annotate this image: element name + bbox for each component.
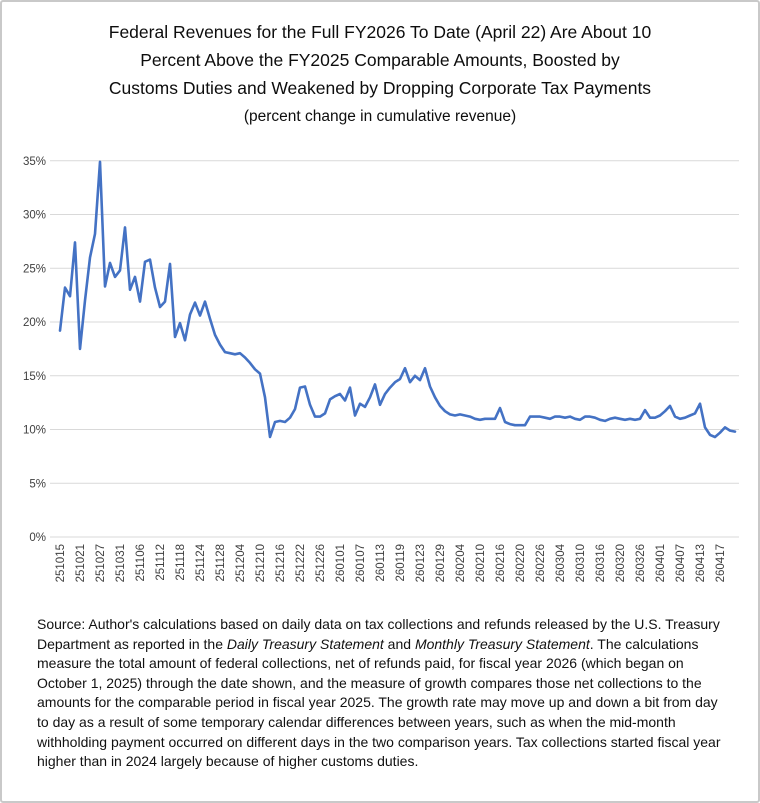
x-tick-label: 260417 <box>715 544 727 583</box>
x-tick-label: 260407 <box>675 544 687 583</box>
x-tick-label: 260226 <box>535 544 547 583</box>
x-tick-label: 251128 <box>215 544 227 582</box>
y-tick-label: 5% <box>29 478 46 491</box>
chart-title-line: Federal Revenues for the Full FY2026 To Date (April 22) Are About 10 <box>108 22 652 42</box>
y-tick-label: 15% <box>22 370 46 383</box>
x-tick-label: 260216 <box>495 544 507 583</box>
chart-title <box>42 18 718 102</box>
y-tick-label: 0% <box>29 532 46 544</box>
chart-title-line: Percent Above the FY2025 Comparable Amounts, Boosted by <box>140 50 620 70</box>
x-tick-label: 260316 <box>595 544 607 583</box>
source-text-segment: and <box>383 635 415 652</box>
x-tick-label: 251204 <box>235 544 247 583</box>
x-tick-label: 260101 <box>335 544 347 583</box>
x-tick-label: 251210 <box>255 544 267 583</box>
x-tick-label: 260401 <box>655 544 667 583</box>
y-tick-label: 20% <box>22 317 46 329</box>
x-tick-label: 251106 <box>135 544 147 582</box>
x-tick-label: 260210 <box>475 544 487 583</box>
x-axis-labels <box>55 543 727 582</box>
x-tick-label: 260320 <box>615 544 627 583</box>
x-tick-label: 260123 <box>415 544 427 583</box>
x-tick-label: 251118 <box>175 544 187 581</box>
x-tick-label: 260310 <box>575 544 587 583</box>
x-tick-label: 260113 <box>375 544 387 582</box>
gridlines <box>50 161 739 537</box>
y-tick-label: 25% <box>22 263 46 276</box>
x-tick-label: 251112 <box>155 544 167 581</box>
y-tick-label: 30% <box>22 209 46 222</box>
y-axis-labels <box>23 156 46 544</box>
x-tick-label: 260413 <box>695 544 707 583</box>
x-tick-label: 251222 <box>295 544 307 583</box>
source-text-segment: . The calculations measure the total amount of federal collections, net of refunds paid, for fiscal year 2026 (which began on October 1, 2025) through the date shown, and the measure of growth compares those net collections to the amounts for the comparable period in fiscal year 2025. The growth rate may move up and down a bit from day to day as a result of some temporary calendar differences between years, such as when the mid-month withholding payment occurred on different days in the two comparison years. Tax collections started fiscal year higher than in 2024 largely because of higher customs duties. <box>37 635 721 770</box>
x-tick-label: 260326 <box>635 544 647 583</box>
source-note <box>37 615 731 772</box>
x-tick-label: 260204 <box>455 544 467 583</box>
chart-subtitle: (percent change in cumulative revenue) <box>243 108 517 125</box>
x-tick-label: 251216 <box>275 544 287 583</box>
chart-title-line: Customs Duties and Weakened by Dropping Corporate Tax Payments <box>108 78 652 98</box>
x-tick-label: 260119 <box>395 544 407 582</box>
x-tick-label: 260304 <box>555 544 567 583</box>
y-tick-label: 10% <box>22 424 46 437</box>
x-tick-label: 260129 <box>435 544 447 583</box>
x-tick-label: 251027 <box>95 544 107 583</box>
source-publication-name: Daily Treasury Statement <box>226 635 384 652</box>
x-tick-label: 260220 <box>515 544 527 583</box>
revenue-growth-line <box>60 162 735 437</box>
source-text-segment: Source: Author's calculations based on daily data on tax collections and refunds released by the U.S. Treasury Department as reported in the <box>37 616 720 652</box>
source-publication-name: Monthly Treasury Statement <box>414 635 590 652</box>
x-tick-label: 251226 <box>315 544 327 583</box>
x-tick-label: 251015 <box>55 544 67 583</box>
x-tick-label: 251124 <box>195 544 207 582</box>
y-tick-label: 35% <box>22 155 46 168</box>
x-tick-label: 251031 <box>115 544 127 583</box>
x-tick-label: 251021 <box>75 544 87 583</box>
x-tick-label: 260107 <box>355 544 367 583</box>
